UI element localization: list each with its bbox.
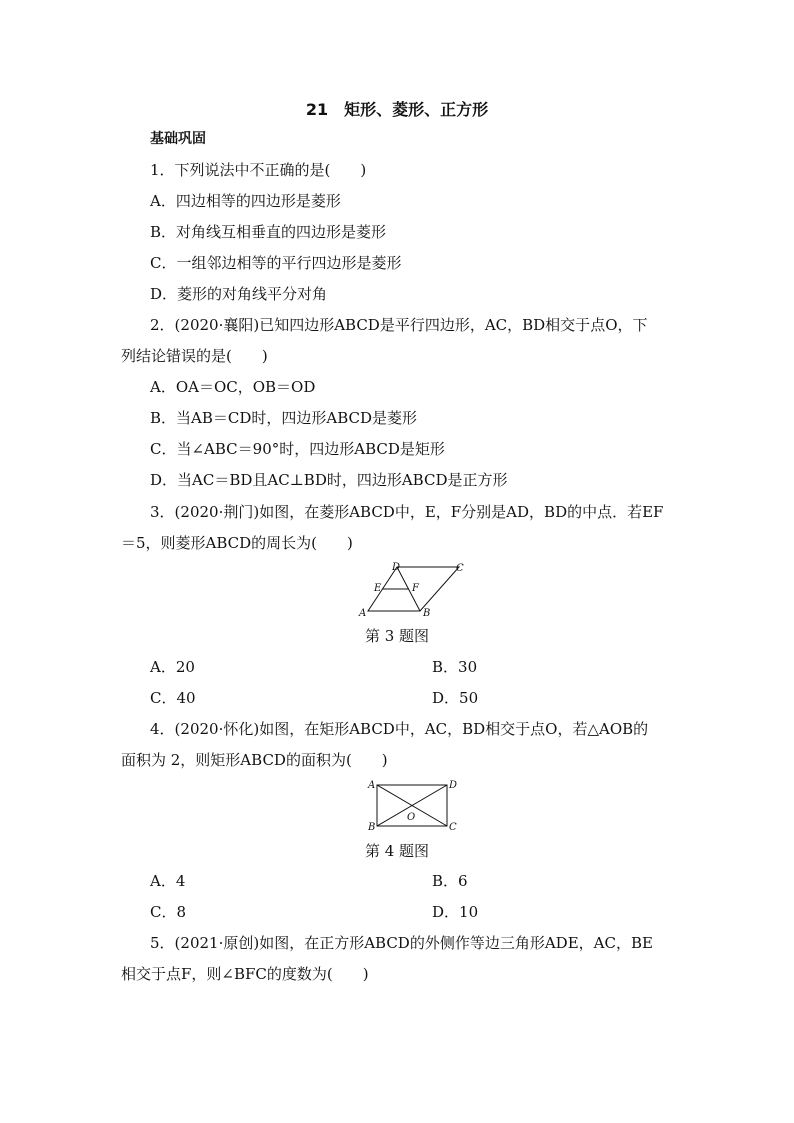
q4-stem-line1: 4．(2020·怀化)如图，在矩形ABCD中，AC，BD相交于点O，若△AOB的 <box>150 720 649 738</box>
label-f: F <box>412 583 419 594</box>
q3-option-d: D．50 <box>432 689 479 707</box>
q2-option-a: A．OA＝OC，OB＝OD <box>150 378 316 396</box>
q1-stem: 1．下列说法中不正确的是( ) <box>150 161 367 179</box>
q4-rectangle-figure <box>365 778 460 833</box>
q2-option-b: B．当AB＝CD时，四边形ABCD是菱形 <box>150 409 418 427</box>
label-b: B <box>423 608 431 618</box>
label-a: A <box>368 780 376 791</box>
section-heading: 基础巩固 <box>150 131 206 147</box>
q4-figure-caption: 第 4 题图 <box>364 842 430 860</box>
q4-stem-line2: 面积为 2，则矩形ABCD的面积为( ) <box>121 751 388 769</box>
q4-option-a: A．4 <box>150 872 186 890</box>
q5-stem-line2: 相交于点F，则∠BFC的度数为( ) <box>121 965 369 983</box>
label-c: C <box>456 563 464 574</box>
label-c: C <box>449 822 457 833</box>
q3-option-b: B．30 <box>432 658 478 676</box>
q4-option-d: D．10 <box>432 903 479 921</box>
q3-option-c: C．40 <box>150 689 196 707</box>
q1-option-c: C．一组邻边相等的平行四边形是菱形 <box>150 254 402 272</box>
q5-stem-line1: 5．(2021·原创)如图，在正方形ABCD的外侧作等边三角形ADE，AC，BE <box>150 934 653 952</box>
q3-stem-line1: 3．(2020·荆门)如图，在菱形ABCD中，E，F分别是AD，BD的中点．若EF <box>150 503 664 521</box>
q1-option-b: B．对角线互相垂直的四边形是菱形 <box>150 223 387 241</box>
q2-stem-line1: 2．(2020·襄阳)已知四边形ABCD是平行四边形，AC，BD相交于点O，下 <box>150 316 648 334</box>
q2-option-d: D．当AC＝BD且AC⊥BD时，四边形ABCD是正方形 <box>150 471 508 489</box>
q3-stem-line2: ＝5，则菱形ABCD的周长为( ) <box>121 534 353 552</box>
label-o: O <box>407 812 416 823</box>
q3-figure-caption: 第 3 题图 <box>364 627 430 645</box>
q1-option-a: A．四边相等的四边形是菱形 <box>150 192 341 210</box>
label-e: E <box>374 583 382 594</box>
q3-rhombus-figure <box>355 558 470 618</box>
q2-stem-line2: 列结论错误的是( ) <box>121 347 268 365</box>
q4-option-b: B．6 <box>432 872 468 890</box>
label-a: A <box>359 608 367 618</box>
q1-option-d: D．菱形的对角线平分对角 <box>150 285 328 303</box>
label-d: D <box>449 780 458 791</box>
label-b: B <box>368 822 376 833</box>
label-d: D <box>392 562 401 573</box>
q2-option-c: C．当∠ABC＝90°时，四边形ABCD是矩形 <box>150 440 445 458</box>
page-title: 21 矩形、菱形、正方形 <box>305 100 489 119</box>
q4-option-c: C．8 <box>150 903 187 921</box>
q3-option-a: A．20 <box>150 658 195 676</box>
